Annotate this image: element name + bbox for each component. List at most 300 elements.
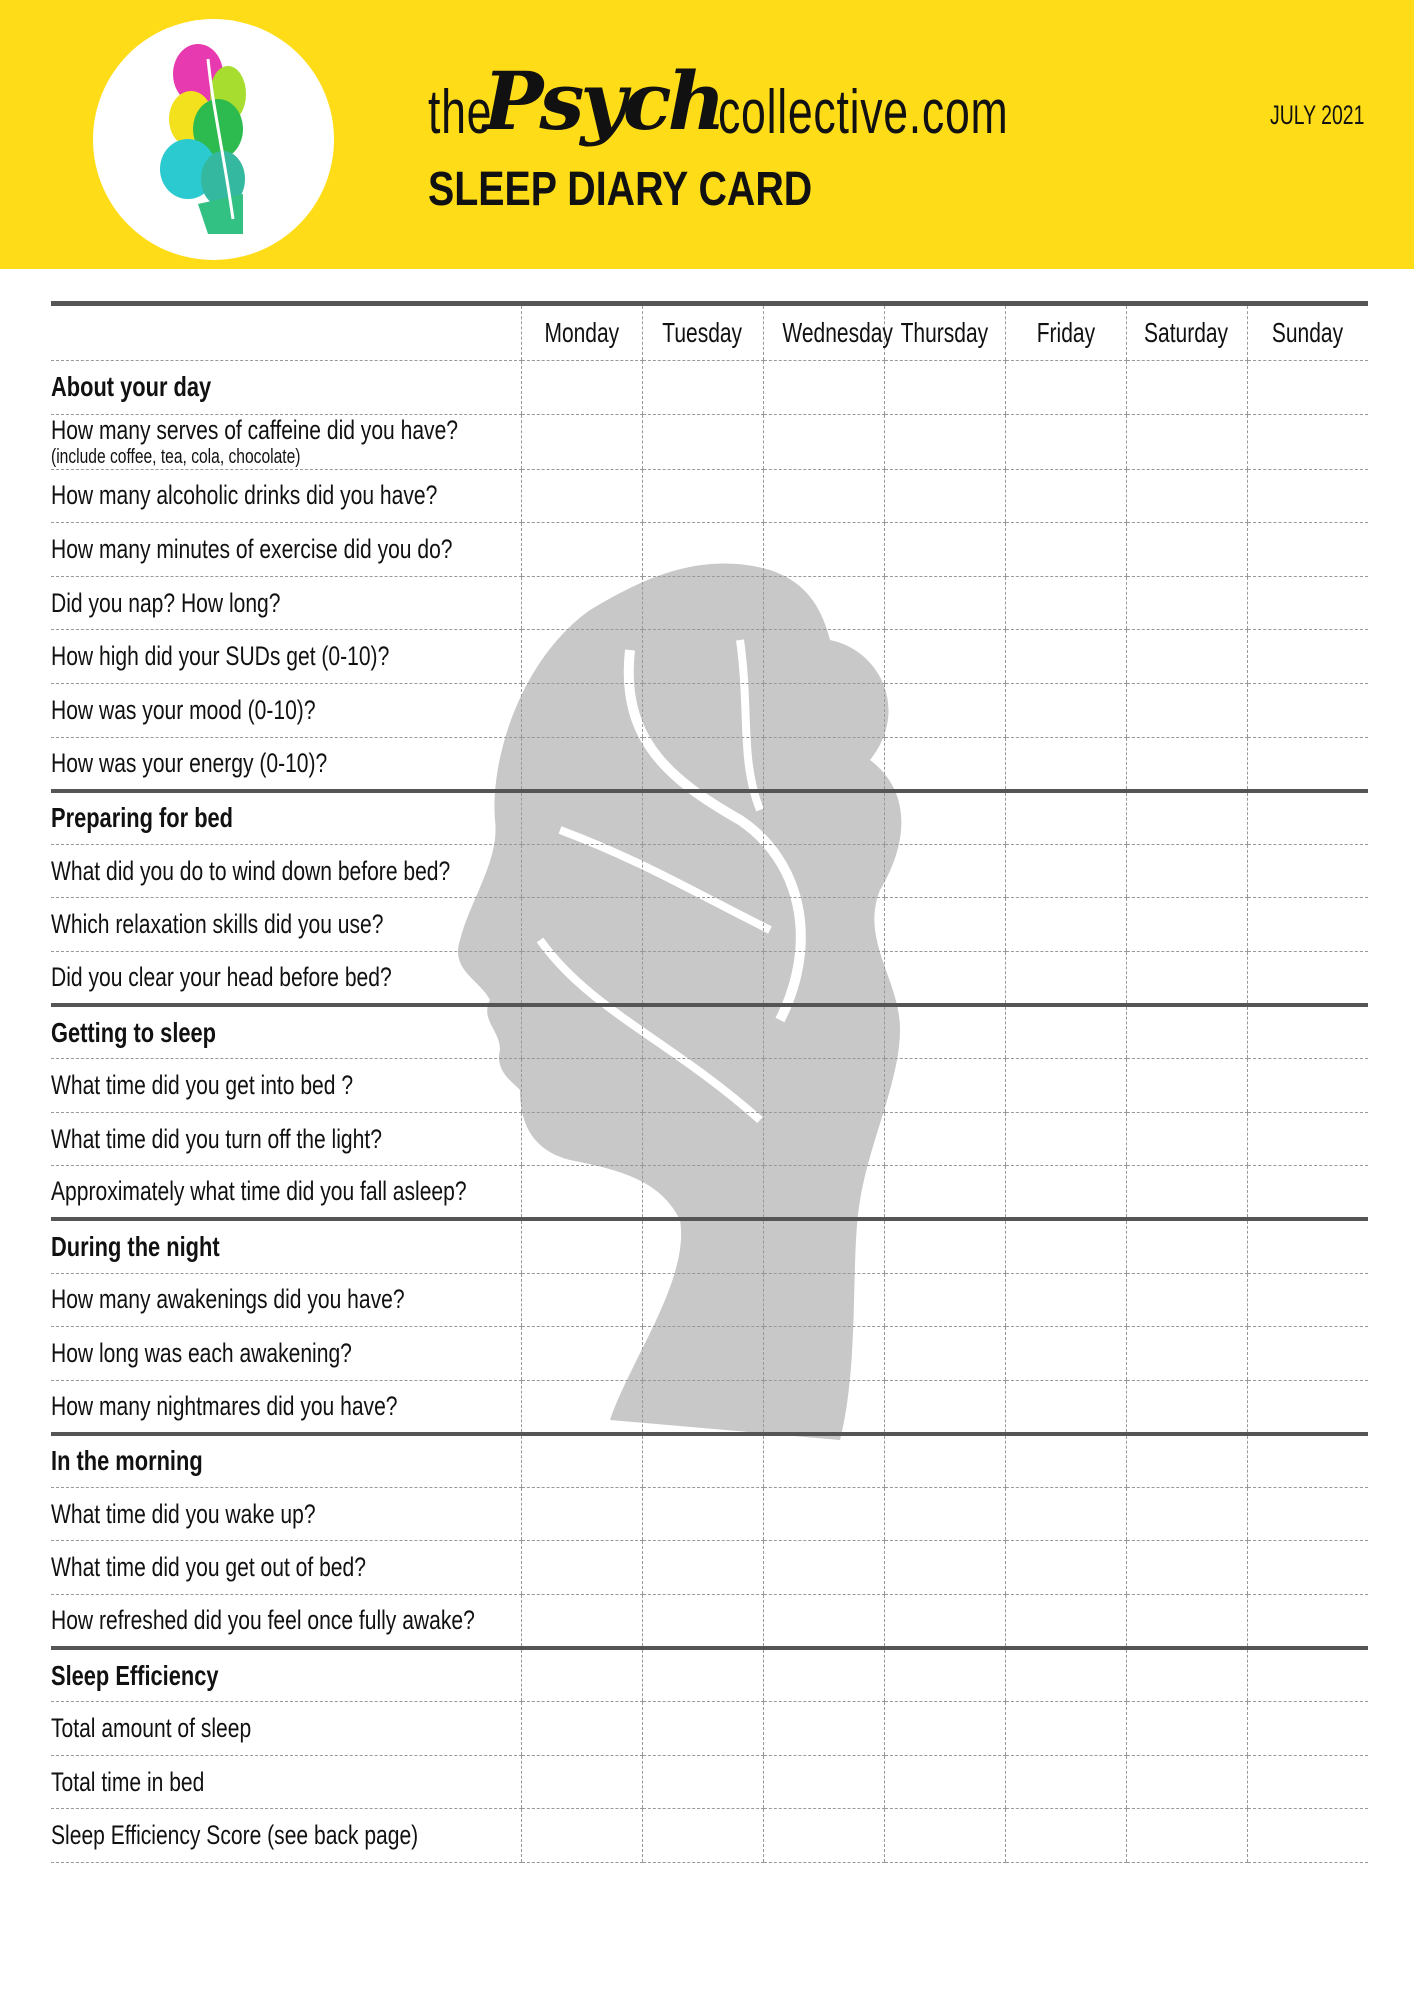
entry-cell-wednesday[interactable] bbox=[763, 1648, 884, 1702]
entry-cell-saturday[interactable] bbox=[1126, 576, 1247, 630]
label-text: How many awakenings did you have? bbox=[51, 1284, 405, 1315]
entry-cell-wednesday[interactable] bbox=[763, 951, 884, 1005]
label-text: Sleep Efficiency bbox=[51, 1659, 219, 1691]
row-label-cell bbox=[51, 630, 521, 684]
entry-cell-sunday[interactable] bbox=[1247, 844, 1368, 898]
day-label: Wednesday bbox=[781, 317, 893, 348]
entry-cell-wednesday[interactable] bbox=[763, 1059, 884, 1113]
entry-cell-wednesday[interactable] bbox=[763, 1327, 884, 1381]
section-title bbox=[51, 802, 233, 834]
entry-cell-sunday[interactable] bbox=[1247, 523, 1368, 577]
entry-cell-thursday[interactable] bbox=[884, 1702, 1005, 1756]
label-text: Preparing for bed bbox=[51, 802, 234, 834]
day-label: Thursday bbox=[900, 317, 989, 348]
entry-cell-monday[interactable] bbox=[521, 844, 642, 898]
entry-cell-wednesday[interactable] bbox=[763, 1166, 884, 1220]
label-text: What time did you turn off the light? bbox=[51, 1123, 382, 1154]
entry-cell-tuesday[interactable] bbox=[642, 1380, 763, 1434]
entry-cell-monday[interactable] bbox=[521, 1487, 642, 1541]
entry-cell-thursday[interactable] bbox=[884, 1273, 1005, 1327]
label-text: How many alcoholic drinks did you have? bbox=[51, 480, 438, 511]
entry-cell-sunday[interactable] bbox=[1247, 1005, 1368, 1059]
entry-cell-friday[interactable] bbox=[1005, 1595, 1126, 1649]
section-header-row bbox=[51, 791, 1368, 845]
entry-cell-friday[interactable] bbox=[1005, 844, 1126, 898]
question-label bbox=[51, 1713, 251, 1744]
entry-cell-monday[interactable] bbox=[521, 1755, 642, 1809]
question-label bbox=[51, 1391, 398, 1422]
label-text: How many nightmares did you have? bbox=[51, 1390, 398, 1421]
date-label: JULY 2021 bbox=[1270, 100, 1365, 130]
question-label bbox=[51, 641, 389, 672]
entry-cell-wednesday[interactable] bbox=[763, 1273, 884, 1327]
entry-cell-monday[interactable] bbox=[521, 469, 642, 523]
entry-cell-saturday[interactable] bbox=[1126, 523, 1247, 577]
section-title bbox=[51, 371, 211, 403]
question-label bbox=[51, 1338, 352, 1369]
day-header-friday bbox=[1005, 304, 1126, 361]
entry-cell-friday[interactable] bbox=[1005, 791, 1126, 845]
question-label bbox=[51, 1820, 418, 1851]
entry-cell-friday[interactable] bbox=[1005, 1273, 1126, 1327]
day-label: Friday bbox=[1036, 317, 1095, 348]
entry-cell-sunday[interactable] bbox=[1247, 576, 1368, 630]
entry-cell-sunday[interactable] bbox=[1247, 361, 1368, 415]
entry-cell-friday[interactable] bbox=[1005, 1755, 1126, 1809]
question-row bbox=[51, 1166, 1368, 1220]
row-label-cell bbox=[51, 1809, 521, 1863]
section-header-row bbox=[51, 1648, 1368, 1702]
entry-cell-monday[interactable] bbox=[521, 1434, 642, 1488]
entry-cell-friday[interactable] bbox=[1005, 1059, 1126, 1113]
head-logo-icon bbox=[93, 19, 334, 260]
row-label-cell bbox=[51, 1434, 521, 1488]
entry-cell-monday[interactable] bbox=[521, 1166, 642, 1220]
entry-cell-wednesday[interactable] bbox=[763, 791, 884, 845]
entry-cell-monday[interactable] bbox=[521, 1541, 642, 1595]
row-label-cell bbox=[51, 898, 521, 952]
entry-cell-saturday[interactable] bbox=[1126, 1648, 1247, 1702]
entry-cell-tuesday[interactable] bbox=[642, 469, 763, 523]
entry-cell-saturday[interactable] bbox=[1126, 1755, 1247, 1809]
entry-cell-saturday[interactable] bbox=[1126, 1005, 1247, 1059]
entry-cell-thursday[interactable] bbox=[884, 1166, 1005, 1220]
section-title bbox=[51, 1660, 219, 1692]
entry-cell-monday[interactable] bbox=[521, 1059, 642, 1113]
entry-cell-saturday[interactable] bbox=[1126, 630, 1247, 684]
entry-cell-monday[interactable] bbox=[521, 898, 642, 952]
row-label-cell bbox=[51, 1273, 521, 1327]
entry-cell-friday[interactable] bbox=[1005, 523, 1126, 577]
entry-cell-friday[interactable] bbox=[1005, 1327, 1126, 1381]
entry-cell-saturday[interactable] bbox=[1126, 1809, 1247, 1863]
entry-cell-wednesday[interactable] bbox=[763, 844, 884, 898]
entry-cell-sunday[interactable] bbox=[1247, 1809, 1368, 1863]
entry-cell-friday[interactable] bbox=[1005, 683, 1126, 737]
label-text: Approximately what time did you fall asleep? bbox=[51, 1176, 467, 1207]
row-label-cell bbox=[51, 1005, 521, 1059]
row-label-cell bbox=[51, 1166, 521, 1220]
entry-cell-tuesday[interactable] bbox=[642, 523, 763, 577]
entry-cell-tuesday[interactable] bbox=[642, 951, 763, 1005]
entry-cell-saturday[interactable] bbox=[1126, 1434, 1247, 1488]
entry-cell-monday[interactable] bbox=[521, 737, 642, 791]
entry-cell-friday[interactable] bbox=[1005, 414, 1126, 469]
question-label bbox=[51, 1605, 475, 1636]
entry-cell-friday[interactable] bbox=[1005, 1380, 1126, 1434]
row-label-cell bbox=[51, 1380, 521, 1434]
label-text: How high did your SUDs get (0-10)? bbox=[51, 641, 390, 672]
question-row bbox=[51, 898, 1368, 952]
entry-cell-monday[interactable] bbox=[521, 951, 642, 1005]
entry-cell-saturday[interactable] bbox=[1126, 1702, 1247, 1756]
brand-suffix: collective.com bbox=[717, 78, 1009, 147]
entry-cell-saturday[interactable] bbox=[1126, 1112, 1247, 1166]
section-title bbox=[51, 1017, 216, 1049]
entry-cell-friday[interactable] bbox=[1005, 361, 1126, 415]
row-label-cell bbox=[51, 469, 521, 523]
row-label-cell bbox=[51, 1702, 521, 1756]
entry-cell-monday[interactable] bbox=[521, 791, 642, 845]
day-header-wednesday bbox=[763, 304, 893, 361]
entry-cell-sunday[interactable] bbox=[1247, 1166, 1368, 1220]
question-row bbox=[51, 1487, 1368, 1541]
entry-cell-sunday[interactable] bbox=[1247, 1112, 1368, 1166]
entry-cell-saturday[interactable] bbox=[1126, 898, 1247, 952]
brand-prefix: the bbox=[428, 78, 493, 147]
question-row bbox=[51, 1327, 1368, 1381]
entry-cell-monday[interactable] bbox=[521, 576, 642, 630]
entry-cell-tuesday[interactable] bbox=[642, 1327, 763, 1381]
entry-cell-thursday[interactable] bbox=[884, 683, 1005, 737]
row-label-cell bbox=[51, 844, 521, 898]
entry-cell-tuesday[interactable] bbox=[642, 1648, 763, 1702]
row-label-cell bbox=[51, 737, 521, 791]
entry-cell-monday[interactable] bbox=[521, 1273, 642, 1327]
row-label-cell bbox=[51, 683, 521, 737]
entry-cell-monday[interactable] bbox=[521, 683, 642, 737]
entry-cell-wednesday[interactable] bbox=[763, 414, 884, 469]
row-label-cell bbox=[51, 414, 521, 469]
entry-cell-thursday[interactable] bbox=[884, 469, 1005, 523]
row-label-cell bbox=[51, 1059, 521, 1113]
entry-cell-sunday[interactable] bbox=[1247, 1434, 1368, 1488]
entry-cell-sunday[interactable] bbox=[1247, 1648, 1368, 1702]
entry-cell-thursday[interactable] bbox=[884, 1434, 1005, 1488]
entry-cell-monday[interactable] bbox=[521, 523, 642, 577]
entry-cell-tuesday[interactable] bbox=[642, 1595, 763, 1649]
entry-cell-tuesday[interactable] bbox=[642, 1166, 763, 1220]
entry-cell-saturday[interactable] bbox=[1126, 683, 1247, 737]
entry-cell-wednesday[interactable] bbox=[763, 1809, 884, 1863]
label-text: How was your mood (0-10)? bbox=[51, 694, 316, 725]
entry-cell-monday[interactable] bbox=[521, 1809, 642, 1863]
entry-cell-friday[interactable] bbox=[1005, 1809, 1126, 1863]
entry-cell-sunday[interactable] bbox=[1247, 1755, 1368, 1809]
entry-cell-saturday[interactable] bbox=[1126, 361, 1247, 415]
label-text: Which relaxation skills did you use? bbox=[51, 909, 384, 940]
entry-cell-thursday[interactable] bbox=[884, 1809, 1005, 1863]
section-header-row bbox=[51, 1434, 1368, 1488]
entry-cell-monday[interactable] bbox=[521, 1327, 642, 1381]
entry-cell-sunday[interactable] bbox=[1247, 1702, 1368, 1756]
question-label bbox=[51, 1070, 353, 1101]
entry-cell-saturday[interactable] bbox=[1126, 1059, 1247, 1113]
entry-cell-friday[interactable] bbox=[1005, 898, 1126, 952]
entry-cell-thursday[interactable] bbox=[884, 1005, 1005, 1059]
question-label bbox=[51, 480, 437, 511]
entry-cell-thursday[interactable] bbox=[884, 1648, 1005, 1702]
day-header-tuesday bbox=[642, 304, 763, 361]
entry-cell-saturday[interactable] bbox=[1126, 737, 1247, 791]
entry-cell-thursday[interactable] bbox=[884, 844, 1005, 898]
entry-cell-tuesday[interactable] bbox=[642, 1005, 763, 1059]
entry-cell-wednesday[interactable] bbox=[763, 1219, 884, 1273]
entry-cell-sunday[interactable] bbox=[1247, 1327, 1368, 1381]
label-text: How refreshed did you feel once fully awake? bbox=[51, 1605, 475, 1636]
entry-cell-monday[interactable] bbox=[521, 361, 642, 415]
entry-cell-thursday[interactable] bbox=[884, 576, 1005, 630]
day-header-thursday bbox=[884, 304, 1005, 361]
entry-cell-tuesday[interactable] bbox=[642, 1219, 763, 1273]
entry-cell-sunday[interactable] bbox=[1247, 630, 1368, 684]
entry-cell-tuesday[interactable] bbox=[642, 576, 763, 630]
label-text: Sleep Efficiency Score (see back page) bbox=[51, 1820, 419, 1851]
entry-cell-friday[interactable] bbox=[1005, 630, 1126, 684]
entry-cell-friday[interactable] bbox=[1005, 1648, 1126, 1702]
entry-cell-tuesday[interactable] bbox=[642, 1541, 763, 1595]
entry-cell-tuesday[interactable] bbox=[642, 737, 763, 791]
label-text: Getting to sleep bbox=[51, 1016, 217, 1048]
entry-cell-wednesday[interactable] bbox=[763, 683, 884, 737]
question-row bbox=[51, 844, 1368, 898]
day-label: Saturday bbox=[1144, 317, 1229, 348]
row-label-cell bbox=[51, 791, 521, 845]
entry-cell-monday[interactable] bbox=[521, 1648, 642, 1702]
row-label-cell bbox=[51, 951, 521, 1005]
question-label bbox=[51, 588, 280, 619]
entry-cell-wednesday[interactable] bbox=[763, 737, 884, 791]
entry-cell-thursday[interactable] bbox=[884, 1219, 1005, 1273]
entry-cell-wednesday[interactable] bbox=[763, 1434, 884, 1488]
entry-cell-saturday[interactable] bbox=[1126, 1487, 1247, 1541]
entry-cell-saturday[interactable] bbox=[1126, 414, 1247, 469]
entry-cell-sunday[interactable] bbox=[1247, 1059, 1368, 1113]
entry-cell-wednesday[interactable] bbox=[763, 1380, 884, 1434]
entry-cell-thursday[interactable] bbox=[884, 1541, 1005, 1595]
question-label bbox=[51, 962, 392, 993]
question-row bbox=[51, 630, 1368, 684]
question-label bbox=[51, 909, 383, 940]
entry-cell-friday[interactable] bbox=[1005, 469, 1126, 523]
entry-cell-thursday[interactable] bbox=[884, 630, 1005, 684]
entry-cell-saturday[interactable] bbox=[1126, 1327, 1247, 1381]
entry-cell-thursday[interactable] bbox=[884, 737, 1005, 791]
entry-cell-thursday[interactable] bbox=[884, 414, 1005, 469]
entry-cell-wednesday[interactable] bbox=[763, 1702, 884, 1756]
entry-cell-wednesday[interactable] bbox=[763, 1541, 884, 1595]
row-label-cell bbox=[51, 1327, 521, 1381]
entry-cell-friday[interactable] bbox=[1005, 1005, 1126, 1059]
question-label bbox=[51, 1499, 316, 1530]
entry-cell-thursday[interactable] bbox=[884, 361, 1005, 415]
question-hint: (include coffee, tea, cola, chocolate) bbox=[51, 445, 301, 468]
entry-cell-sunday[interactable] bbox=[1247, 1219, 1368, 1273]
entry-cell-saturday[interactable] bbox=[1126, 1219, 1247, 1273]
entry-cell-monday[interactable] bbox=[521, 630, 642, 684]
section-header-row bbox=[51, 1005, 1368, 1059]
entry-cell-sunday[interactable] bbox=[1247, 683, 1368, 737]
entry-cell-sunday[interactable] bbox=[1247, 791, 1368, 845]
label-text: How long was each awakening? bbox=[51, 1337, 352, 1368]
entry-cell-thursday[interactable] bbox=[884, 1327, 1005, 1381]
entry-cell-friday[interactable] bbox=[1005, 1702, 1126, 1756]
entry-cell-sunday[interactable] bbox=[1247, 469, 1368, 523]
entry-cell-monday[interactable] bbox=[521, 1219, 642, 1273]
entry-cell-tuesday[interactable] bbox=[642, 361, 763, 415]
entry-cell-monday[interactable] bbox=[521, 1005, 642, 1059]
entry-cell-friday[interactable] bbox=[1005, 1541, 1126, 1595]
question-row bbox=[51, 1595, 1368, 1649]
section-title bbox=[51, 1445, 203, 1477]
entry-cell-friday[interactable] bbox=[1005, 1487, 1126, 1541]
day-header-saturday bbox=[1126, 304, 1247, 361]
entry-cell-tuesday[interactable] bbox=[642, 791, 763, 845]
entry-cell-sunday[interactable] bbox=[1247, 898, 1368, 952]
entry-cell-thursday[interactable] bbox=[884, 1487, 1005, 1541]
entry-cell-thursday[interactable] bbox=[884, 1059, 1005, 1113]
entry-cell-sunday[interactable] bbox=[1247, 1541, 1368, 1595]
entry-cell-thursday[interactable] bbox=[884, 1112, 1005, 1166]
section-title bbox=[51, 1231, 220, 1263]
question-row bbox=[51, 1380, 1368, 1434]
question-label bbox=[51, 1284, 405, 1315]
entry-cell-tuesday[interactable] bbox=[642, 1059, 763, 1113]
entry-cell-wednesday[interactable] bbox=[763, 469, 884, 523]
entry-cell-wednesday[interactable] bbox=[763, 1112, 884, 1166]
question-label bbox=[51, 1767, 204, 1798]
entry-cell-sunday[interactable] bbox=[1247, 1273, 1368, 1327]
question-label bbox=[51, 415, 458, 469]
label-text: How many serves of caffeine did you have? bbox=[51, 414, 459, 445]
entry-cell-thursday[interactable] bbox=[884, 1755, 1005, 1809]
entry-cell-thursday[interactable] bbox=[884, 791, 1005, 845]
label-text: About your day bbox=[51, 371, 212, 403]
entry-cell-sunday[interactable] bbox=[1247, 1595, 1368, 1649]
entry-cell-friday[interactable] bbox=[1005, 737, 1126, 791]
entry-cell-tuesday[interactable] bbox=[642, 1487, 763, 1541]
question-row bbox=[51, 1541, 1368, 1595]
entry-cell-sunday[interactable] bbox=[1247, 1487, 1368, 1541]
question-row bbox=[51, 469, 1368, 523]
entry-cell-saturday[interactable] bbox=[1126, 1273, 1247, 1327]
question-row bbox=[51, 414, 1368, 469]
entry-cell-sunday[interactable] bbox=[1247, 1380, 1368, 1434]
entry-cell-monday[interactable] bbox=[521, 414, 642, 469]
entry-cell-wednesday[interactable] bbox=[763, 630, 884, 684]
question-row bbox=[51, 523, 1368, 577]
entry-cell-saturday[interactable] bbox=[1126, 791, 1247, 845]
entry-cell-wednesday[interactable] bbox=[763, 1595, 884, 1649]
entry-cell-tuesday[interactable] bbox=[642, 1755, 763, 1809]
row-label-cell bbox=[51, 576, 521, 630]
day-label: Tuesday bbox=[662, 317, 743, 348]
page-title: SLEEP DIARY CARD bbox=[428, 163, 813, 216]
day-label: Monday bbox=[544, 317, 619, 348]
entry-cell-thursday[interactable] bbox=[884, 1380, 1005, 1434]
entry-cell-friday[interactable] bbox=[1005, 1166, 1126, 1220]
entry-cell-sunday[interactable] bbox=[1247, 414, 1368, 469]
question-label bbox=[51, 695, 316, 726]
label-text: During the night bbox=[51, 1230, 220, 1262]
entry-cell-wednesday[interactable] bbox=[763, 1487, 884, 1541]
entry-cell-tuesday[interactable] bbox=[642, 1112, 763, 1166]
label-text: Did you nap? How long? bbox=[51, 587, 281, 618]
entry-cell-thursday[interactable] bbox=[884, 1595, 1005, 1649]
entry-cell-saturday[interactable] bbox=[1126, 951, 1247, 1005]
entry-cell-friday[interactable] bbox=[1005, 951, 1126, 1005]
row-label-cell bbox=[51, 1755, 521, 1809]
entry-cell-wednesday[interactable] bbox=[763, 1005, 884, 1059]
entry-cell-wednesday[interactable] bbox=[763, 523, 884, 577]
entry-cell-saturday[interactable] bbox=[1126, 1595, 1247, 1649]
row-label-cell bbox=[51, 1112, 521, 1166]
entry-cell-tuesday[interactable] bbox=[642, 1702, 763, 1756]
entry-cell-wednesday[interactable] bbox=[763, 576, 884, 630]
question-row bbox=[51, 1112, 1368, 1166]
entry-cell-tuesday[interactable] bbox=[642, 630, 763, 684]
entry-cell-monday[interactable] bbox=[521, 1380, 642, 1434]
entry-cell-saturday[interactable] bbox=[1126, 469, 1247, 523]
entry-cell-saturday[interactable] bbox=[1126, 1541, 1247, 1595]
entry-cell-saturday[interactable] bbox=[1126, 1380, 1247, 1434]
section-header-row bbox=[51, 361, 1368, 415]
entry-cell-thursday[interactable] bbox=[884, 523, 1005, 577]
question-row bbox=[51, 951, 1368, 1005]
entry-cell-monday[interactable] bbox=[521, 1112, 642, 1166]
entry-cell-friday[interactable] bbox=[1005, 1434, 1126, 1488]
entry-cell-wednesday[interactable] bbox=[763, 361, 884, 415]
entry-cell-friday[interactable] bbox=[1005, 1219, 1126, 1273]
entry-cell-saturday[interactable] bbox=[1126, 1166, 1247, 1220]
question-row bbox=[51, 737, 1368, 791]
question-label bbox=[51, 1124, 382, 1155]
entry-cell-tuesday[interactable] bbox=[642, 1809, 763, 1863]
entry-cell-sunday[interactable] bbox=[1247, 737, 1368, 791]
entry-cell-friday[interactable] bbox=[1005, 576, 1126, 630]
day-header-row bbox=[51, 304, 1368, 361]
entry-cell-thursday[interactable] bbox=[884, 951, 1005, 1005]
entry-cell-sunday[interactable] bbox=[1247, 951, 1368, 1005]
entry-cell-wednesday[interactable] bbox=[763, 898, 884, 952]
entry-cell-wednesday[interactable] bbox=[763, 1755, 884, 1809]
entry-cell-tuesday[interactable] bbox=[642, 898, 763, 952]
label-text: Total time in bed bbox=[51, 1766, 205, 1797]
entry-cell-tuesday[interactable] bbox=[642, 1273, 763, 1327]
entry-cell-tuesday[interactable] bbox=[642, 414, 763, 469]
entry-cell-monday[interactable] bbox=[521, 1702, 642, 1756]
entry-cell-tuesday[interactable] bbox=[642, 683, 763, 737]
entry-cell-thursday[interactable] bbox=[884, 898, 1005, 952]
question-label bbox=[51, 748, 327, 779]
question-row bbox=[51, 683, 1368, 737]
entry-cell-saturday[interactable] bbox=[1126, 844, 1247, 898]
entry-cell-tuesday[interactable] bbox=[642, 844, 763, 898]
entry-cell-tuesday[interactable] bbox=[642, 1434, 763, 1488]
question-label bbox=[51, 534, 453, 565]
entry-cell-monday[interactable] bbox=[521, 1595, 642, 1649]
entry-cell-friday[interactable] bbox=[1005, 1112, 1126, 1166]
